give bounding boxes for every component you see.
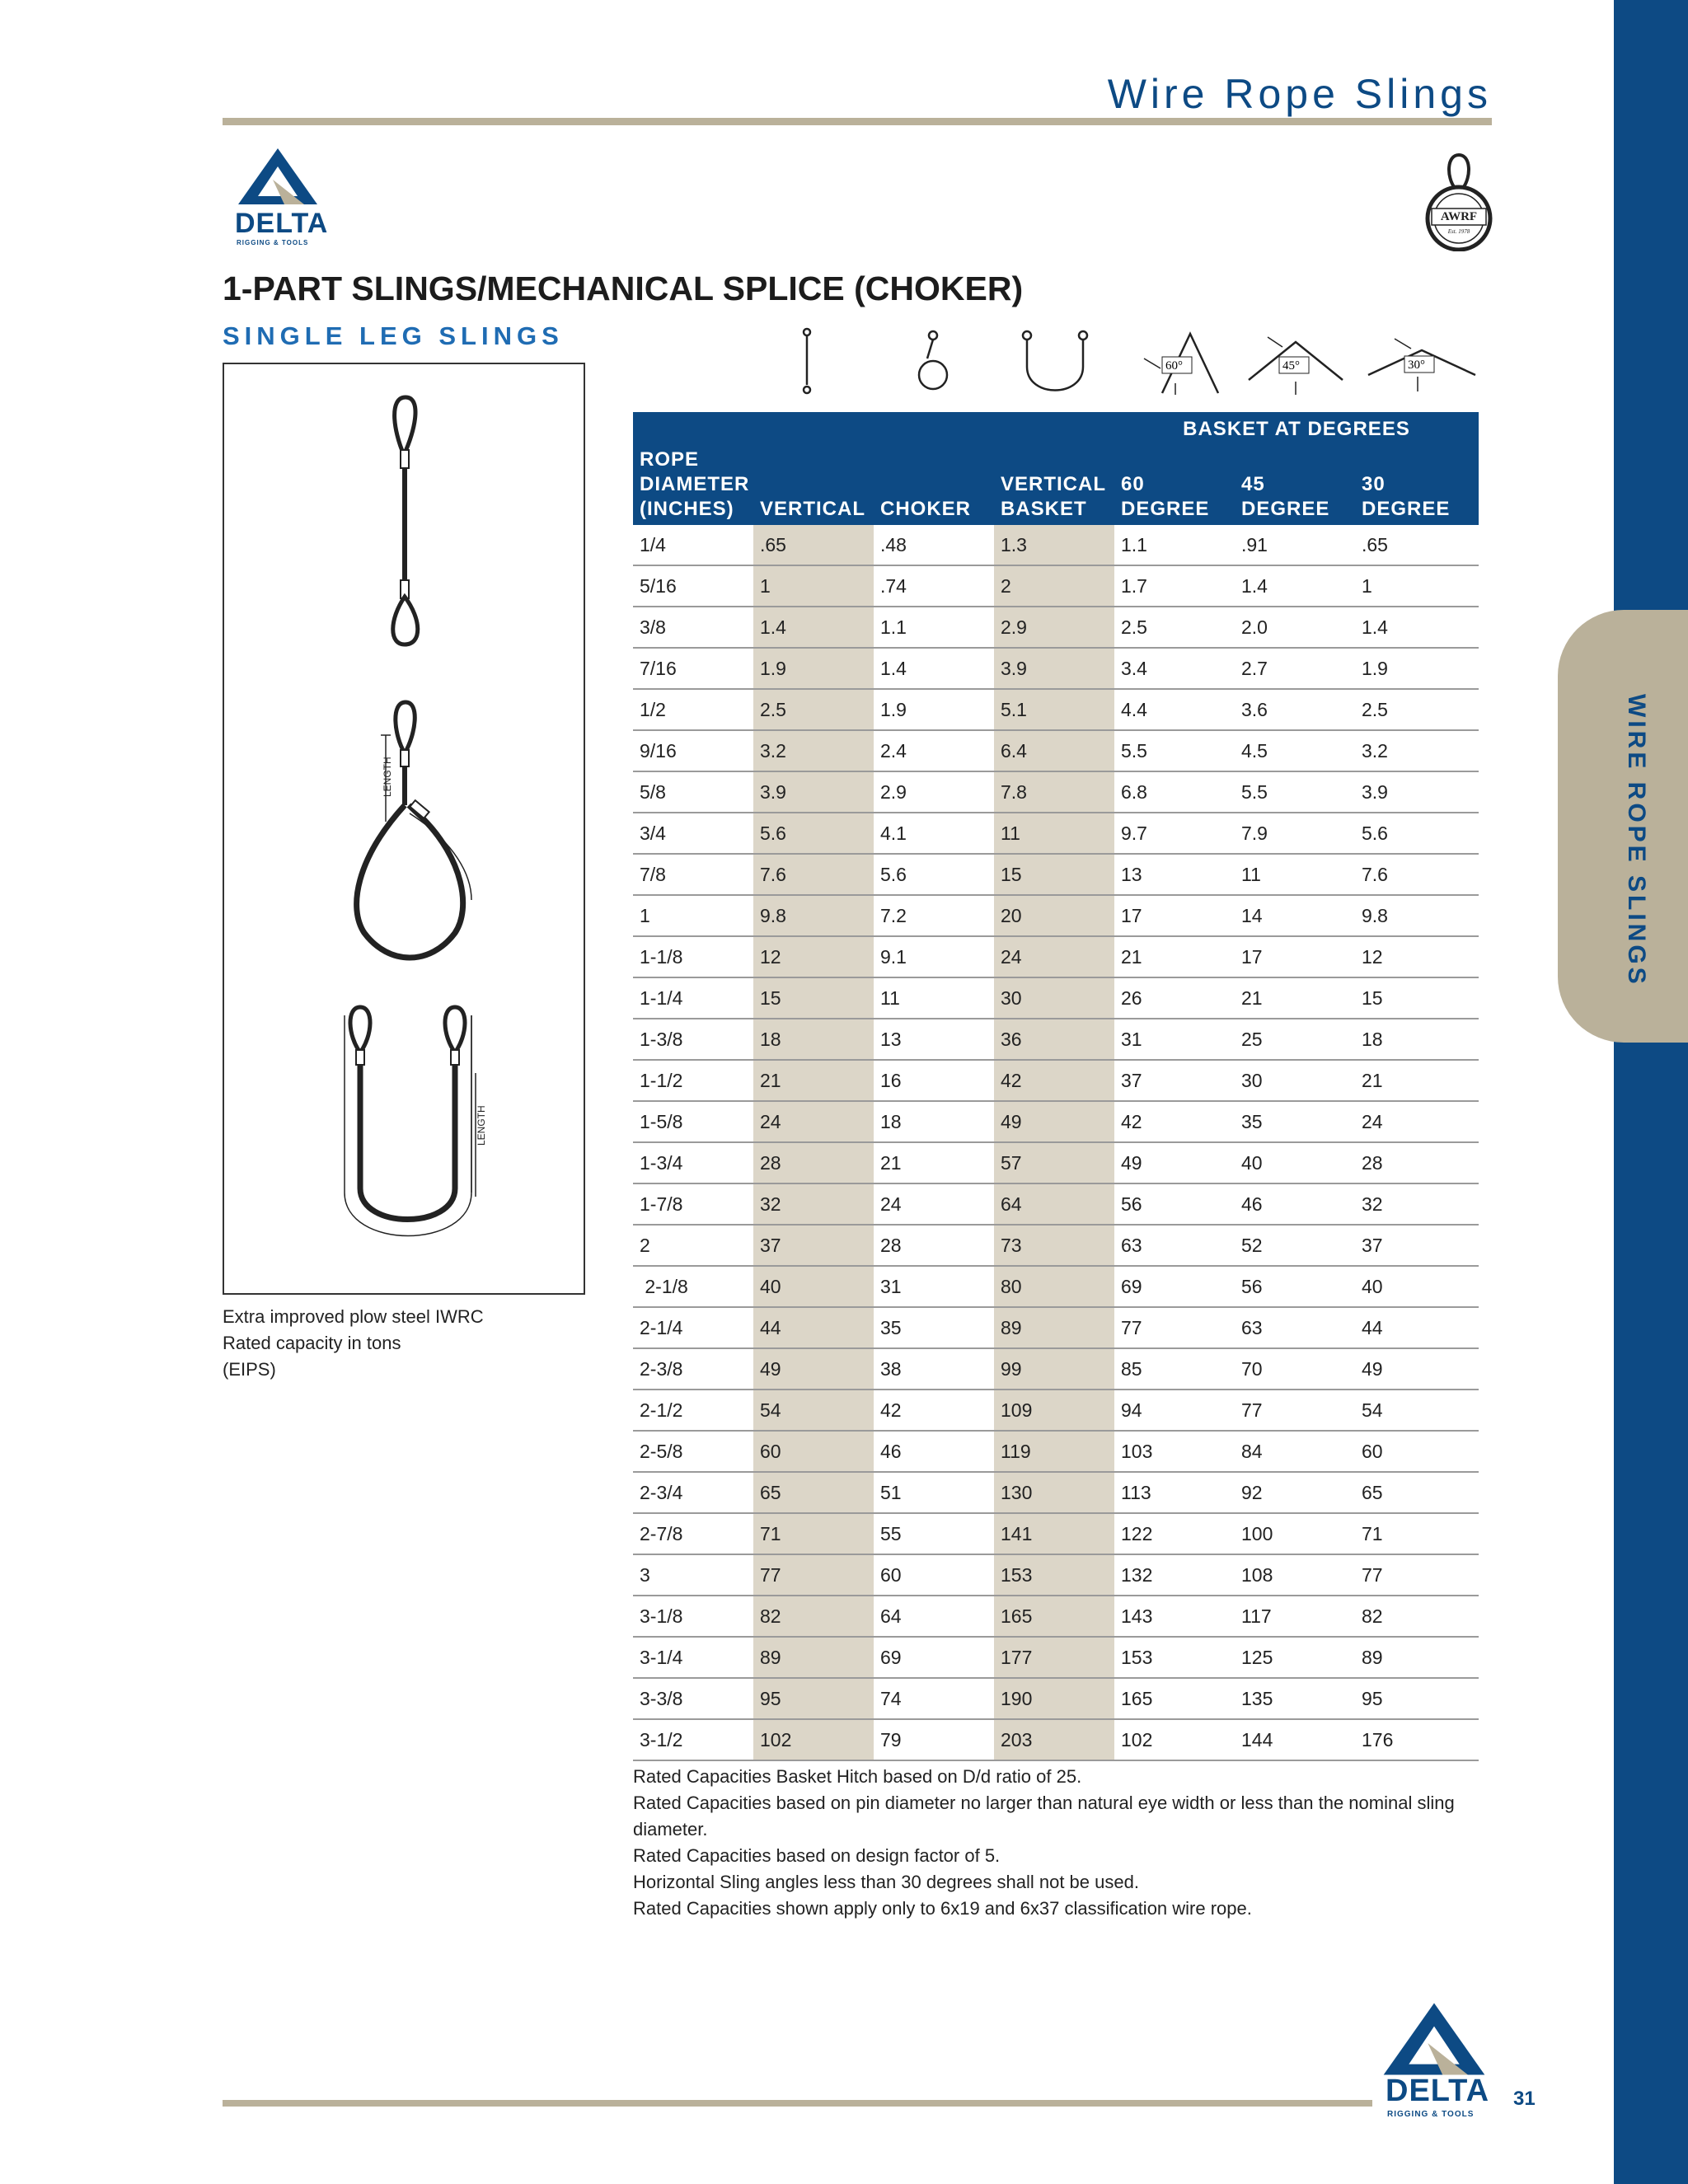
angle-label-45: 45° <box>1282 359 1300 373</box>
column-header-vertical-basket: VERTICAL BASKET <box>994 445 1114 525</box>
cell-basket-45: 100 <box>1235 1513 1355 1554</box>
cell-basket-30: 65 <box>1355 1472 1479 1513</box>
vertical-hitch-icon <box>804 329 810 393</box>
cell-basket-60: 85 <box>1114 1348 1235 1390</box>
table-row <box>633 1678 1479 1719</box>
table-row <box>633 1554 1479 1596</box>
table-row <box>633 1142 1479 1183</box>
illustration-caption <box>223 1304 484 1383</box>
delta-logo <box>235 147 329 246</box>
note-line: Rated Capacities based on design factor of 5. <box>633 1845 1001 1866</box>
cell-vertical: .65 <box>753 525 874 565</box>
cell-choker: 11 <box>874 977 994 1019</box>
cell-basket-30: 18 <box>1355 1019 1479 1060</box>
cell-basket-60: 69 <box>1114 1266 1235 1307</box>
cell-rope-diameter: 3/8 <box>633 607 753 648</box>
cell-basket-30: 21 <box>1355 1060 1479 1101</box>
cell-basket-45: 1.4 <box>1235 565 1355 607</box>
cell-rope-diameter: 1-3/4 <box>633 1142 753 1183</box>
rating-notes <box>633 1764 1482 1922</box>
cell-rope-diameter: 2-5/8 <box>633 1431 753 1472</box>
cell-rope-diameter: 1-5/8 <box>633 1101 753 1142</box>
cell-choker: 13 <box>874 1019 994 1060</box>
cell-choker: 55 <box>874 1513 994 1554</box>
cell-basket-30: 49 <box>1355 1348 1479 1390</box>
cell-vertical-basket: 89 <box>994 1307 1114 1348</box>
cell-basket-45: 108 <box>1235 1554 1355 1596</box>
column-header-vertical: VERTICAL <box>753 445 874 525</box>
cell-choker: 69 <box>874 1637 994 1678</box>
cell-vertical: 21 <box>753 1060 874 1101</box>
cell-basket-30: 176 <box>1355 1719 1479 1760</box>
cell-basket-60: 9.7 <box>1114 813 1235 854</box>
cell-rope-diameter: 2-3/8 <box>633 1348 753 1390</box>
table-row <box>633 1472 1479 1513</box>
cell-vertical-basket: 1.3 <box>994 525 1114 565</box>
awrf-badge-text: AWRF <box>1440 210 1478 223</box>
cell-rope-diameter: 1-1/4 <box>633 977 753 1019</box>
footer-rule <box>223 2100 1372 2107</box>
cell-vertical-basket: 80 <box>994 1266 1114 1307</box>
cell-rope-diameter: 3-1/4 <box>633 1637 753 1678</box>
cell-basket-30: 9.8 <box>1355 895 1479 936</box>
cell-basket-30: 28 <box>1355 1142 1479 1183</box>
table-row <box>633 1101 1479 1142</box>
cell-rope-diameter: 1-7/8 <box>633 1183 753 1225</box>
cell-basket-60: 4.4 <box>1114 689 1235 730</box>
footer-logo-wordmark: DELTA <box>1386 2074 1490 2108</box>
cell-vertical: 24 <box>753 1101 874 1142</box>
cell-vertical-basket: 64 <box>994 1183 1114 1225</box>
cell-vertical: 28 <box>753 1142 874 1183</box>
page-title: 1-PART SLINGS/MECHANICAL SPLICE (CHOKER) <box>223 269 1024 307</box>
cell-rope-diameter: 2-1/2 <box>633 1390 753 1431</box>
cell-choker: .74 <box>874 565 994 607</box>
cell-vertical-basket: 30 <box>994 977 1114 1019</box>
cell-basket-30: 1 <box>1355 565 1479 607</box>
cell-basket-60: 132 <box>1114 1554 1235 1596</box>
cell-basket-45: 35 <box>1235 1101 1355 1142</box>
logo-tagline: RIGGING & TOOLS <box>237 239 309 246</box>
cell-basket-30: 7.6 <box>1355 854 1479 895</box>
cell-basket-45: 17 <box>1235 936 1355 977</box>
cell-basket-45: 2.0 <box>1235 607 1355 648</box>
cell-vertical: 95 <box>753 1678 874 1719</box>
cell-rope-diameter: 3-1/2 <box>633 1719 753 1760</box>
cell-basket-60: 1.7 <box>1114 565 1235 607</box>
table-row <box>633 771 1479 813</box>
cell-basket-45: 56 <box>1235 1266 1355 1307</box>
cell-basket-60: 94 <box>1114 1390 1235 1431</box>
cell-choker: 1.4 <box>874 648 994 689</box>
column-header-rope-diameter: ROPE DIAMETER (INCHES) <box>633 445 753 525</box>
cell-rope-diameter: 5/16 <box>633 565 753 607</box>
cell-vertical: 37 <box>753 1225 874 1266</box>
choker-sling-drawing <box>357 702 471 958</box>
cell-basket-45: .91 <box>1235 525 1355 565</box>
cell-rope-diameter: 7/16 <box>633 648 753 689</box>
cell-vertical: 60 <box>753 1431 874 1472</box>
cell-choker: 1.9 <box>874 689 994 730</box>
table-row <box>633 1513 1479 1554</box>
cell-basket-60: 113 <box>1114 1472 1235 1513</box>
table-row <box>633 1596 1479 1637</box>
cell-basket-45: 77 <box>1235 1390 1355 1431</box>
cell-basket-60: 17 <box>1114 895 1235 936</box>
cell-choker: 60 <box>874 1554 994 1596</box>
cell-basket-30: 24 <box>1355 1101 1479 1142</box>
cell-basket-45: 135 <box>1235 1678 1355 1719</box>
cell-choker: 64 <box>874 1596 994 1637</box>
table-row <box>633 565 1479 607</box>
cell-basket-45: 11 <box>1235 854 1355 895</box>
right-sidebar <box>1614 0 1688 2184</box>
cell-vertical: 102 <box>753 1719 874 1760</box>
cell-rope-diameter: 2-7/8 <box>633 1513 753 1554</box>
cell-vertical-basket: 2 <box>994 565 1114 607</box>
cell-vertical: 71 <box>753 1513 874 1554</box>
cell-choker: 2.9 <box>874 771 994 813</box>
column-header-60-degree: 60 DEGREE <box>1114 445 1235 525</box>
sling-illustration-box <box>223 363 585 1295</box>
section-tab-label: WIRE ROPE SLINGS <box>1623 694 1650 987</box>
cell-basket-60: 122 <box>1114 1513 1235 1554</box>
cell-basket-45: 117 <box>1235 1596 1355 1637</box>
length-label-choker: LENGTH <box>382 757 393 797</box>
cell-basket-45: 40 <box>1235 1142 1355 1183</box>
table-row <box>633 1348 1479 1390</box>
cell-vertical-basket: 2.9 <box>994 607 1114 648</box>
cell-basket-45: 25 <box>1235 1019 1355 1060</box>
cell-basket-60: 49 <box>1114 1142 1235 1183</box>
cell-basket-30: 1.4 <box>1355 607 1479 648</box>
cell-vertical: 89 <box>753 1637 874 1678</box>
cell-basket-45: 14 <box>1235 895 1355 936</box>
cell-vertical-basket: 7.8 <box>994 771 1114 813</box>
angle-label-30: 30° <box>1408 359 1425 372</box>
cell-vertical: 9.8 <box>753 895 874 936</box>
cell-basket-30: 60 <box>1355 1431 1479 1472</box>
cell-vertical-basket: 177 <box>994 1637 1114 1678</box>
table-group-header-row <box>633 412 1479 445</box>
cell-basket-60: 37 <box>1114 1060 1235 1101</box>
cell-basket-60: 21 <box>1114 936 1235 977</box>
caption-line: Extra improved plow steel IWRC <box>223 1306 484 1327</box>
cell-basket-60: 13 <box>1114 854 1235 895</box>
cell-choker: 38 <box>874 1348 994 1390</box>
cell-vertical-basket: 109 <box>994 1390 1114 1431</box>
cell-rope-diameter: 7/8 <box>633 854 753 895</box>
cell-vertical-basket: 153 <box>994 1554 1114 1596</box>
cell-basket-30: 89 <box>1355 1637 1479 1678</box>
header-spacer <box>753 412 874 445</box>
table-row <box>633 1060 1479 1101</box>
note-line: Rated Capacities based on pin diameter no larger than natural eye width or less than the nominal sling diameter. <box>633 1793 1455 1840</box>
table-row <box>633 1225 1479 1266</box>
cell-choker: 16 <box>874 1060 994 1101</box>
column-header-choker: CHOKER <box>874 445 994 525</box>
cell-basket-30: .65 <box>1355 525 1479 565</box>
cell-vertical: 1 <box>753 565 874 607</box>
cell-choker: 5.6 <box>874 854 994 895</box>
section-subtitle: SINGLE LEG SLINGS <box>223 321 564 350</box>
table-row <box>633 854 1479 895</box>
angle-label-60: 60° <box>1165 359 1183 373</box>
cell-vertical-basket: 49 <box>994 1101 1114 1142</box>
cell-rope-diameter: 3-1/8 <box>633 1596 753 1637</box>
table-row <box>633 525 1479 565</box>
cell-basket-60: 42 <box>1114 1101 1235 1142</box>
table-row <box>633 648 1479 689</box>
cell-vertical: 15 <box>753 977 874 1019</box>
header-spacer <box>633 412 753 445</box>
table-header-row <box>633 445 1479 525</box>
cell-basket-30: 32 <box>1355 1183 1479 1225</box>
cell-choker: 2.4 <box>874 730 994 771</box>
cell-vertical-basket: 165 <box>994 1596 1114 1637</box>
cell-vertical: 3.9 <box>753 771 874 813</box>
cell-basket-60: 5.5 <box>1114 730 1235 771</box>
cell-basket-30: 54 <box>1355 1390 1479 1431</box>
table-row <box>633 895 1479 936</box>
cell-vertical-basket: 203 <box>994 1719 1114 1760</box>
cell-rope-diameter: 3/4 <box>633 813 753 854</box>
basket-sling-drawing <box>345 1007 476 1236</box>
delta-triangle-icon <box>237 147 319 206</box>
cell-basket-45: 7.9 <box>1235 813 1355 854</box>
footer-delta-logo <box>1381 2001 1496 2125</box>
header-spacer <box>994 412 1114 445</box>
cell-vertical: 7.6 <box>753 854 874 895</box>
vertical-sling-drawing <box>393 397 418 644</box>
cell-basket-60: 153 <box>1114 1637 1235 1678</box>
note-line: Rated Capacities Basket Hitch based on D/d ratio of 25. <box>633 1766 1082 1787</box>
cell-rope-diameter: 5/8 <box>633 771 753 813</box>
cell-choker: 18 <box>874 1101 994 1142</box>
cell-basket-30: 44 <box>1355 1307 1479 1348</box>
cell-rope-diameter: 1-1/2 <box>633 1060 753 1101</box>
choker-hitch-icon <box>919 331 947 389</box>
header-spacer <box>874 412 994 445</box>
cell-basket-30: 5.6 <box>1355 813 1479 854</box>
header-title: Wire Rope Slings <box>1107 71 1492 117</box>
cell-rope-diameter: 2-3/4 <box>633 1472 753 1513</box>
cell-choker: .48 <box>874 525 994 565</box>
cell-choker: 24 <box>874 1183 994 1225</box>
cell-basket-45: 4.5 <box>1235 730 1355 771</box>
cell-basket-60: 6.8 <box>1114 771 1235 813</box>
cell-basket-45: 30 <box>1235 1060 1355 1101</box>
table-row <box>633 977 1479 1019</box>
cell-basket-30: 82 <box>1355 1596 1479 1637</box>
cell-vertical-basket: 11 <box>994 813 1114 854</box>
column-header-45-degree: 45 DEGREE <box>1235 445 1355 525</box>
basket-hitch-icon <box>1023 331 1087 391</box>
cell-basket-60: 143 <box>1114 1596 1235 1637</box>
cell-basket-45: 63 <box>1235 1307 1355 1348</box>
table-row <box>633 1019 1479 1060</box>
page-number: 31 <box>1513 2088 1536 2110</box>
note-line: Rated Capacities shown apply only to 6x19 and 6x37 classification wire rope. <box>633 1898 1252 1919</box>
cell-vertical-basket: 36 <box>994 1019 1114 1060</box>
logo-wordmark: DELTA <box>235 208 329 239</box>
cell-vertical-basket: 119 <box>994 1431 1114 1472</box>
cell-basket-60: 165 <box>1114 1678 1235 1719</box>
table-row <box>633 607 1479 648</box>
cell-basket-30: 40 <box>1355 1266 1479 1307</box>
cell-basket-60: 102 <box>1114 1719 1235 1760</box>
table-row <box>633 689 1479 730</box>
cell-vertical: 5.6 <box>753 813 874 854</box>
header-rule <box>223 118 1492 125</box>
cell-vertical-basket: 6.4 <box>994 730 1114 771</box>
cell-vertical: 82 <box>753 1596 874 1637</box>
hitch-type-icons <box>775 326 1484 404</box>
column-header-30-degree: 30 DEGREE <box>1355 445 1479 525</box>
cell-basket-60: 1.1 <box>1114 525 1235 565</box>
cell-basket-30: 37 <box>1355 1225 1479 1266</box>
cell-basket-45: 84 <box>1235 1431 1355 1472</box>
cell-vertical: 32 <box>753 1183 874 1225</box>
cell-basket-60: 77 <box>1114 1307 1235 1348</box>
table-row <box>633 1637 1479 1678</box>
cell-choker: 74 <box>874 1678 994 1719</box>
table-row <box>633 1266 1479 1307</box>
cell-rope-diameter: 2-1/8 <box>633 1266 753 1307</box>
cell-vertical-basket: 141 <box>994 1513 1114 1554</box>
cell-basket-60: 56 <box>1114 1183 1235 1225</box>
cell-vertical: 2.5 <box>753 689 874 730</box>
cell-vertical-basket: 73 <box>994 1225 1114 1266</box>
table-row <box>633 936 1479 977</box>
cell-vertical-basket: 42 <box>994 1060 1114 1101</box>
cell-choker: 35 <box>874 1307 994 1348</box>
cell-rope-diameter: 3-3/8 <box>633 1678 753 1719</box>
table-row <box>633 1431 1479 1472</box>
cell-vertical-basket: 3.9 <box>994 648 1114 689</box>
rated-capacity-table <box>633 412 1479 1761</box>
awrf-badge-sub: Est. 1978 <box>1447 228 1470 235</box>
cell-choker: 28 <box>874 1225 994 1266</box>
cell-rope-diameter: 1 <box>633 895 753 936</box>
table-row <box>633 1390 1479 1431</box>
cell-vertical-basket: 20 <box>994 895 1114 936</box>
cell-choker: 51 <box>874 1472 994 1513</box>
cell-basket-60: 26 <box>1114 977 1235 1019</box>
cell-vertical: 3.2 <box>753 730 874 771</box>
cell-basket-45: 3.6 <box>1235 689 1355 730</box>
cell-rope-diameter: 3 <box>633 1554 753 1596</box>
cell-rope-diameter: 9/16 <box>633 730 753 771</box>
cell-vertical: 18 <box>753 1019 874 1060</box>
cell-rope-diameter: 2 <box>633 1225 753 1266</box>
cell-basket-60: 103 <box>1114 1431 1235 1472</box>
cell-rope-diameter: 1-1/8 <box>633 936 753 977</box>
note-line: Horizontal Sling angles less than 30 degrees shall not be used. <box>633 1872 1139 1892</box>
cell-vertical-basket: 190 <box>994 1678 1114 1719</box>
cell-basket-45: 125 <box>1235 1637 1355 1678</box>
cell-choker: 42 <box>874 1390 994 1431</box>
cell-choker: 31 <box>874 1266 994 1307</box>
cell-basket-45: 46 <box>1235 1183 1355 1225</box>
cell-basket-45: 52 <box>1235 1225 1355 1266</box>
cell-choker: 79 <box>874 1719 994 1760</box>
table-body <box>633 525 1479 1760</box>
cell-vertical-basket: 130 <box>994 1472 1114 1513</box>
cell-choker: 9.1 <box>874 936 994 977</box>
cell-vertical: 1.9 <box>753 648 874 689</box>
table-row <box>633 813 1479 854</box>
cell-choker: 46 <box>874 1431 994 1472</box>
cell-basket-60: 2.5 <box>1114 607 1235 648</box>
cell-vertical-basket: 24 <box>994 936 1114 977</box>
cell-basket-30: 15 <box>1355 977 1479 1019</box>
cell-basket-30: 1.9 <box>1355 648 1479 689</box>
cell-vertical-basket: 57 <box>994 1142 1114 1183</box>
cell-basket-60: 63 <box>1114 1225 1235 1266</box>
cell-basket-60: 31 <box>1114 1019 1235 1060</box>
cell-vertical: 65 <box>753 1472 874 1513</box>
cell-basket-30: 71 <box>1355 1513 1479 1554</box>
cell-basket-30: 3.2 <box>1355 730 1479 771</box>
cell-vertical: 1.4 <box>753 607 874 648</box>
cell-choker: 7.2 <box>874 895 994 936</box>
cell-basket-45: 70 <box>1235 1348 1355 1390</box>
cell-vertical-basket: 99 <box>994 1348 1114 1390</box>
caption-line: Rated capacity in tons <box>223 1333 401 1353</box>
table-row <box>633 730 1479 771</box>
cell-rope-diameter: 1-3/8 <box>633 1019 753 1060</box>
cell-vertical-basket: 15 <box>994 854 1114 895</box>
cell-choker: 1.1 <box>874 607 994 648</box>
cell-basket-45: 2.7 <box>1235 648 1355 689</box>
cell-vertical: 12 <box>753 936 874 977</box>
table-row <box>633 1307 1479 1348</box>
cell-basket-30: 3.9 <box>1355 771 1479 813</box>
cell-basket-30: 77 <box>1355 1554 1479 1596</box>
table-row <box>633 1719 1479 1760</box>
footer-delta-triangle-icon <box>1381 2001 1488 2077</box>
cell-vertical: 40 <box>753 1266 874 1307</box>
cell-choker: 21 <box>874 1142 994 1183</box>
caption-line: (EIPS) <box>223 1359 276 1380</box>
cell-basket-45: 5.5 <box>1235 771 1355 813</box>
sling-illustrations <box>224 364 584 1293</box>
basket-degrees-group-header: BASKET AT DEGREES <box>1114 412 1479 445</box>
cell-choker: 4.1 <box>874 813 994 854</box>
cell-basket-30: 2.5 <box>1355 689 1479 730</box>
cell-basket-45: 144 <box>1235 1719 1355 1760</box>
length-label-basket: LENGTH <box>476 1105 487 1146</box>
cell-basket-30: 12 <box>1355 936 1479 977</box>
cell-vertical: 54 <box>753 1390 874 1431</box>
table-row <box>633 1183 1479 1225</box>
cell-vertical-basket: 5.1 <box>994 689 1114 730</box>
cell-rope-diameter: 1/4 <box>633 525 753 565</box>
cell-basket-45: 92 <box>1235 1472 1355 1513</box>
awrf-badge <box>1422 148 1496 255</box>
cell-rope-diameter: 2-1/4 <box>633 1307 753 1348</box>
cell-vertical: 77 <box>753 1554 874 1596</box>
cell-basket-30: 95 <box>1355 1678 1479 1719</box>
footer-logo-tagline: RIGGING & TOOLS <box>1387 2110 1475 2119</box>
cell-basket-45: 21 <box>1235 977 1355 1019</box>
cell-rope-diameter: 1/2 <box>633 689 753 730</box>
cell-vertical: 49 <box>753 1348 874 1390</box>
cell-basket-60: 3.4 <box>1114 648 1235 689</box>
cell-vertical: 44 <box>753 1307 874 1348</box>
